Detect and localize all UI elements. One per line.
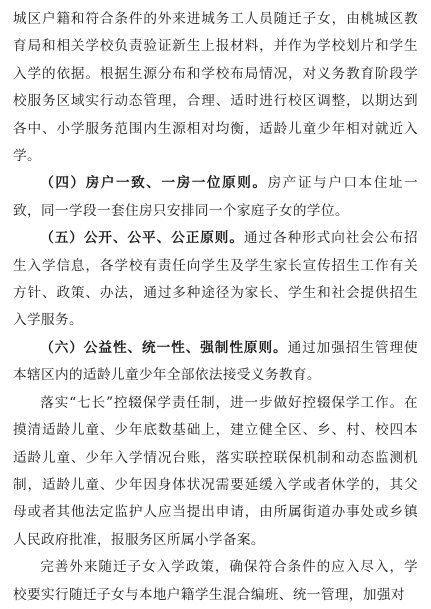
- paragraph-dropout-control: [13, 390, 418, 554]
- paragraph-1-body: 城区户籍和符合条件的外来进城务工人员随迁子女，由桃城区教育局和相关学校负责验证新生上报材料，并作为学校划片和学生入学的依据。根据生源分布和学校布局情况，对义务教育阶段学校服务区域实行动态管理，合理、适时进行校区调整，以期达到各中、小学服务范围内生源相对均衡，适龄儿童少年相对就近入学。: [13, 11, 418, 165]
- principle-4-body: 房产证与户口本住址一致，同一学段一套住房只安排同一个家庭子女的学位。: [13, 175, 419, 219]
- paragraph-1: [13, 6, 418, 170]
- dropout-control-body: 落实“七长”控辍保学责任制，进一步做好控辍保学工作。在摸清适龄儿童、少年底数基础上，建立健全区、乡、村、校四本适龄儿童、少年入学情况台账，落实联控联保机制和动态监测机制，适龄儿童、少年因身体状况需要延缓入学或者休学的，其父母或者其他法定监护人应当提出申请，由所属街道办事处或乡镇人民政府批准，报服务区所属小学备案。: [13, 394, 418, 548]
- paragraph-principle-4: [13, 170, 418, 225]
- principle-5-heading: （五）公开、公平、公正原则。: [40, 230, 244, 247]
- principle-5-body: 通过各种形式向社会公布招生入学信息，各学校有责任向学生及学生家长宣传招生工作有关方针、政策、办法，通过多种途径为家长、学生和社会提供招生入学服务。: [13, 230, 418, 329]
- principle-6-body: 通过加强招生管理使本辖区内的适龄儿童少年全部依法接受义务教育。: [13, 339, 418, 384]
- principle-6-heading: （六）公益性、统一性、强制性原则。: [40, 339, 288, 356]
- paragraph-principle-5: [13, 225, 418, 335]
- principle-4-heading: （四）房户一致、一房一位原则。: [40, 175, 268, 192]
- paragraph-principle-6: [13, 335, 418, 390]
- paragraph-migrant-children: [13, 554, 418, 609]
- migrant-children-body: 完善外来随迁子女入学政策，确保符合条件的应入尽入，学校要实行随迁子女与本地户籍学生混合编班、统一管理，加强对: [13, 559, 418, 603]
